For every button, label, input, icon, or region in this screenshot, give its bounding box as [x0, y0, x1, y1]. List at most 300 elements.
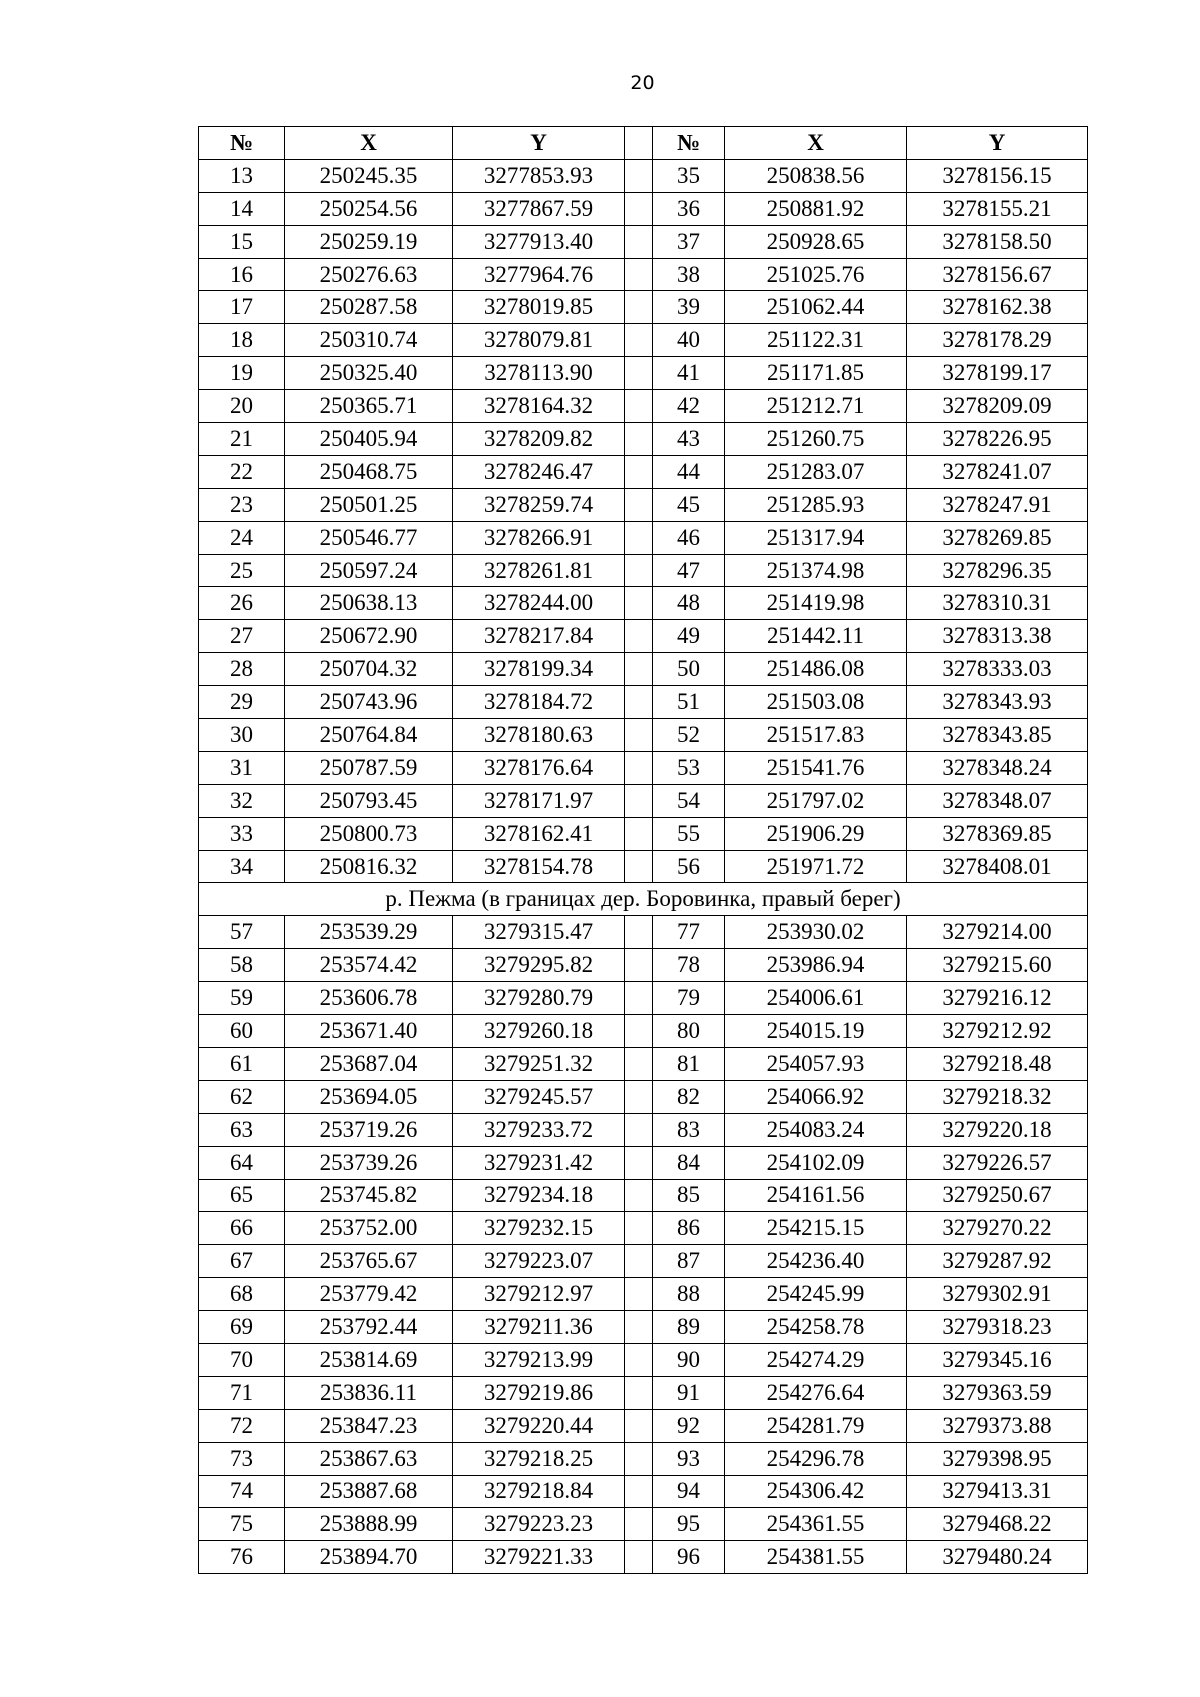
cell-x: 250928.65 [725, 225, 907, 258]
cell-number: 91 [653, 1376, 725, 1409]
cell-y: 3279218.32 [907, 1080, 1088, 1113]
cell-y: 3277964.76 [453, 258, 625, 291]
cell-y: 3278158.50 [907, 225, 1088, 258]
cell-number: 29 [199, 686, 285, 719]
cell-number: 68 [199, 1278, 285, 1311]
cell-number: 80 [653, 1015, 725, 1048]
cell-number: 85 [653, 1179, 725, 1212]
cell-number: 65 [199, 1179, 285, 1212]
cell-x: 254161.56 [725, 1179, 907, 1212]
cell-number: 27 [199, 620, 285, 653]
cell-spacer [625, 817, 653, 850]
cell-y: 3278261.81 [453, 554, 625, 587]
cell-spacer [625, 1409, 653, 1442]
cell-number: 52 [653, 719, 725, 752]
cell-x: 251122.31 [725, 324, 907, 357]
cell-x: 254102.09 [725, 1146, 907, 1179]
cell-y: 3279280.79 [453, 982, 625, 1015]
cell-x: 253867.63 [285, 1442, 453, 1475]
cell-x: 250501.25 [285, 488, 453, 521]
cell-y: 3279413.31 [907, 1475, 1088, 1508]
cell-y: 3279250.67 [907, 1179, 1088, 1212]
cell-y: 3278269.85 [907, 521, 1088, 554]
cell-x: 254361.55 [725, 1508, 907, 1541]
header-number-left: № [199, 127, 285, 160]
cell-number: 61 [199, 1047, 285, 1080]
table-row [199, 159, 1088, 192]
table-row [199, 1409, 1088, 1442]
cell-x: 250838.56 [725, 159, 907, 192]
cell-spacer [625, 324, 653, 357]
cell-y: 3279213.99 [453, 1343, 625, 1376]
cell-x: 251442.11 [725, 620, 907, 653]
cell-spacer [625, 521, 653, 554]
cell-x: 250764.84 [285, 719, 453, 752]
header-number-right: № [653, 127, 725, 160]
cell-spacer [625, 455, 653, 488]
cell-y: 3278310.31 [907, 587, 1088, 620]
cell-x: 253694.05 [285, 1080, 453, 1113]
cell-y: 3278226.95 [907, 423, 1088, 456]
cell-x: 251419.98 [725, 587, 907, 620]
cell-spacer [625, 1442, 653, 1475]
cell-x: 254006.61 [725, 982, 907, 1015]
cell-x: 250405.94 [285, 423, 453, 456]
cell-x: 253687.04 [285, 1047, 453, 1080]
cell-number: 66 [199, 1212, 285, 1245]
cell-x: 253814.69 [285, 1343, 453, 1376]
cell-x: 253745.82 [285, 1179, 453, 1212]
cell-x: 250546.77 [285, 521, 453, 554]
cell-number: 23 [199, 488, 285, 521]
cell-y: 3278343.93 [907, 686, 1088, 719]
cell-y: 3279373.88 [907, 1409, 1088, 1442]
cell-x: 251025.76 [725, 258, 907, 291]
cell-number: 87 [653, 1245, 725, 1278]
cell-spacer [625, 982, 653, 1015]
cell-number: 28 [199, 653, 285, 686]
table-row [199, 784, 1088, 817]
cell-y: 3278348.24 [907, 751, 1088, 784]
cell-x: 254276.64 [725, 1376, 907, 1409]
cell-y: 3278154.78 [453, 850, 625, 883]
cell-number: 59 [199, 982, 285, 1015]
cell-y: 3278241.07 [907, 455, 1088, 488]
cell-x: 250259.19 [285, 225, 453, 258]
cell-number: 74 [199, 1475, 285, 1508]
cell-x: 251374.98 [725, 554, 907, 587]
cell-number: 31 [199, 751, 285, 784]
cell-y: 3278209.82 [453, 423, 625, 456]
cell-y: 3279302.91 [907, 1278, 1088, 1311]
table-row [199, 521, 1088, 554]
cell-y: 3278369.85 [907, 817, 1088, 850]
cell-spacer [625, 1475, 653, 1508]
cell-x: 254236.40 [725, 1245, 907, 1278]
cell-x: 254381.55 [725, 1541, 907, 1574]
table-row [199, 324, 1088, 357]
coordinates-block-2 [199, 916, 1088, 1574]
cell-y: 3278180.63 [453, 719, 625, 752]
cell-x: 251503.08 [725, 686, 907, 719]
cell-spacer [625, 258, 653, 291]
cell-number: 86 [653, 1212, 725, 1245]
cell-number: 63 [199, 1113, 285, 1146]
cell-y: 3279318.23 [907, 1311, 1088, 1344]
cell-number: 53 [653, 751, 725, 784]
cell-spacer [625, 1080, 653, 1113]
cell-y: 3279480.24 [907, 1541, 1088, 1574]
cell-spacer [625, 1015, 653, 1048]
cell-y: 3277913.40 [453, 225, 625, 258]
cell-x: 250881.92 [725, 192, 907, 225]
cell-number: 78 [653, 949, 725, 982]
cell-number: 37 [653, 225, 725, 258]
cell-x: 251517.83 [725, 719, 907, 752]
table-row [199, 916, 1088, 949]
table-row [199, 1245, 1088, 1278]
cell-y: 3279287.92 [907, 1245, 1088, 1278]
cell-x: 250800.73 [285, 817, 453, 850]
cell-x: 250468.75 [285, 455, 453, 488]
cell-y: 3279220.18 [907, 1113, 1088, 1146]
cell-y: 3278162.38 [907, 291, 1088, 324]
cell-spacer [625, 1343, 653, 1376]
cell-number: 55 [653, 817, 725, 850]
cell-y: 3279363.59 [907, 1376, 1088, 1409]
cell-number: 38 [653, 258, 725, 291]
cell-y: 3279218.25 [453, 1442, 625, 1475]
cell-x: 250704.32 [285, 653, 453, 686]
cell-y: 3279218.84 [453, 1475, 625, 1508]
cell-number: 71 [199, 1376, 285, 1409]
table-row [199, 1080, 1088, 1113]
cell-number: 13 [199, 159, 285, 192]
cell-number: 67 [199, 1245, 285, 1278]
cell-y: 3278079.81 [453, 324, 625, 357]
cell-number: 69 [199, 1311, 285, 1344]
cell-number: 72 [199, 1409, 285, 1442]
cell-y: 3278156.67 [907, 258, 1088, 291]
cell-x: 253752.00 [285, 1212, 453, 1245]
table-row [199, 1113, 1088, 1146]
cell-y: 3279232.15 [453, 1212, 625, 1245]
cell-x: 250254.56 [285, 192, 453, 225]
cell-x: 251541.76 [725, 751, 907, 784]
table-row [199, 192, 1088, 225]
cell-y: 3278162.41 [453, 817, 625, 850]
cell-y: 3278176.64 [453, 751, 625, 784]
cell-x: 254258.78 [725, 1311, 907, 1344]
cell-y: 3278246.47 [453, 455, 625, 488]
cell-x: 250325.40 [285, 357, 453, 390]
cell-y: 3278156.15 [907, 159, 1088, 192]
cell-number: 70 [199, 1343, 285, 1376]
cell-number: 73 [199, 1442, 285, 1475]
cell-spacer [625, 916, 653, 949]
cell-x: 253986.94 [725, 949, 907, 982]
cell-y: 3279215.60 [907, 949, 1088, 982]
table-row [199, 488, 1088, 521]
cell-x: 250310.74 [285, 324, 453, 357]
cell-x: 254083.24 [725, 1113, 907, 1146]
table-row [199, 423, 1088, 456]
cell-y: 3279226.57 [907, 1146, 1088, 1179]
table-row [199, 1541, 1088, 1574]
cell-x: 253539.29 [285, 916, 453, 949]
cell-x: 250365.71 [285, 390, 453, 423]
cell-y: 3279219.86 [453, 1376, 625, 1409]
cell-spacer [625, 949, 653, 982]
cell-number: 32 [199, 784, 285, 817]
cell-y: 3279216.12 [907, 982, 1088, 1015]
cell-number: 89 [653, 1311, 725, 1344]
cell-y: 3278296.35 [907, 554, 1088, 587]
cell-x: 251971.72 [725, 850, 907, 883]
cell-x: 250672.90 [285, 620, 453, 653]
table-header-row [199, 127, 1088, 160]
table-row [199, 949, 1088, 982]
cell-number: 47 [653, 554, 725, 587]
cell-spacer [625, 390, 653, 423]
cell-x: 254215.15 [725, 1212, 907, 1245]
cell-number: 14 [199, 192, 285, 225]
table-row [199, 686, 1088, 719]
cell-spacer [625, 159, 653, 192]
cell-spacer [625, 1047, 653, 1080]
cell-spacer [625, 1311, 653, 1344]
table-row [199, 225, 1088, 258]
section-title: р. Пежма (в границах дер. Боровинка, правый берег) [199, 883, 1088, 916]
table-row [199, 1475, 1088, 1508]
cell-x: 250793.45 [285, 784, 453, 817]
cell-number: 34 [199, 850, 285, 883]
cell-number: 50 [653, 653, 725, 686]
cell-spacer [625, 357, 653, 390]
cell-x: 251797.02 [725, 784, 907, 817]
table-row [199, 554, 1088, 587]
cell-x: 253719.26 [285, 1113, 453, 1146]
table-row [199, 587, 1088, 620]
cell-number: 19 [199, 357, 285, 390]
cell-y: 3279245.57 [453, 1080, 625, 1113]
table-row [199, 1179, 1088, 1212]
table-row [199, 1311, 1088, 1344]
cell-y: 3279231.42 [453, 1146, 625, 1179]
cell-x: 251285.93 [725, 488, 907, 521]
cell-spacer [625, 1541, 653, 1574]
cell-x: 253930.02 [725, 916, 907, 949]
cell-y: 3279270.22 [907, 1212, 1088, 1245]
cell-spacer [625, 192, 653, 225]
cell-number: 45 [653, 488, 725, 521]
cell-number: 94 [653, 1475, 725, 1508]
cell-y: 3278259.74 [453, 488, 625, 521]
cell-number: 36 [653, 192, 725, 225]
cell-number: 17 [199, 291, 285, 324]
cell-spacer [625, 850, 653, 883]
cell-spacer [625, 1146, 653, 1179]
cell-spacer [625, 423, 653, 456]
cell-y: 3279212.92 [907, 1015, 1088, 1048]
cell-y: 3278217.84 [453, 620, 625, 653]
cell-number: 51 [653, 686, 725, 719]
cell-y: 3278199.34 [453, 653, 625, 686]
header-spacer [625, 127, 653, 160]
table-row [199, 653, 1088, 686]
table-row [199, 1376, 1088, 1409]
cell-y: 3278184.72 [453, 686, 625, 719]
cell-y: 3279315.47 [453, 916, 625, 949]
cell-number: 93 [653, 1442, 725, 1475]
cell-y: 3277867.59 [453, 192, 625, 225]
cell-number: 39 [653, 291, 725, 324]
cell-y: 3278348.07 [907, 784, 1088, 817]
coordinates-table [198, 126, 1088, 1574]
cell-number: 84 [653, 1146, 725, 1179]
cell-y: 3278155.21 [907, 192, 1088, 225]
cell-y: 3279223.07 [453, 1245, 625, 1278]
cell-number: 43 [653, 423, 725, 456]
cell-y: 3278171.97 [453, 784, 625, 817]
cell-number: 79 [653, 982, 725, 1015]
cell-x: 254306.42 [725, 1475, 907, 1508]
cell-number: 20 [199, 390, 285, 423]
section-divider [199, 883, 1088, 916]
cell-number: 33 [199, 817, 285, 850]
cell-number: 57 [199, 916, 285, 949]
cell-spacer [625, 225, 653, 258]
cell-number: 24 [199, 521, 285, 554]
cell-x: 250638.13 [285, 587, 453, 620]
cell-y: 3279345.16 [907, 1343, 1088, 1376]
cell-number: 58 [199, 949, 285, 982]
cell-number: 48 [653, 587, 725, 620]
cell-x: 250743.96 [285, 686, 453, 719]
cell-x: 250816.32 [285, 850, 453, 883]
table-row [199, 357, 1088, 390]
cell-x: 254245.99 [725, 1278, 907, 1311]
cell-spacer [625, 554, 653, 587]
cell-x: 251486.08 [725, 653, 907, 686]
cell-spacer [625, 686, 653, 719]
cell-spacer [625, 784, 653, 817]
cell-y: 3279233.72 [453, 1113, 625, 1146]
cell-y: 3278266.91 [453, 521, 625, 554]
cell-x: 251062.44 [725, 291, 907, 324]
cell-number: 41 [653, 357, 725, 390]
cell-number: 88 [653, 1278, 725, 1311]
cell-x: 251171.85 [725, 357, 907, 390]
cell-number: 21 [199, 423, 285, 456]
cell-y: 3278408.01 [907, 850, 1088, 883]
cell-y: 3279218.48 [907, 1047, 1088, 1080]
cell-x: 251212.71 [725, 390, 907, 423]
cell-y: 3279211.36 [453, 1311, 625, 1344]
cell-number: 64 [199, 1146, 285, 1179]
cell-y: 3279468.22 [907, 1508, 1088, 1541]
cell-number: 18 [199, 324, 285, 357]
table-row [199, 751, 1088, 784]
table-row [199, 1047, 1088, 1080]
cell-spacer [625, 1278, 653, 1311]
cell-x: 251260.75 [725, 423, 907, 456]
cell-number: 15 [199, 225, 285, 258]
cell-number: 35 [653, 159, 725, 192]
header-x-left: X [285, 127, 453, 160]
cell-y: 3279251.32 [453, 1047, 625, 1080]
cell-y: 3278244.00 [453, 587, 625, 620]
cell-x: 250597.24 [285, 554, 453, 587]
cell-number: 81 [653, 1047, 725, 1080]
cell-x: 253792.44 [285, 1311, 453, 1344]
cell-x: 253888.99 [285, 1508, 453, 1541]
table-row [199, 850, 1088, 883]
cell-number: 83 [653, 1113, 725, 1146]
cell-x: 254015.19 [725, 1015, 907, 1048]
cell-x: 254296.78 [725, 1442, 907, 1475]
cell-spacer [625, 587, 653, 620]
cell-y: 3279260.18 [453, 1015, 625, 1048]
cell-number: 44 [653, 455, 725, 488]
cell-x: 253887.68 [285, 1475, 453, 1508]
cell-x: 254066.92 [725, 1080, 907, 1113]
table-row [199, 258, 1088, 291]
cell-x: 251906.29 [725, 817, 907, 850]
table-row [199, 1442, 1088, 1475]
cell-y: 3279295.82 [453, 949, 625, 982]
cell-x: 253739.26 [285, 1146, 453, 1179]
table-row [199, 455, 1088, 488]
table-row [199, 1146, 1088, 1179]
cell-x: 253765.67 [285, 1245, 453, 1278]
cell-x: 253606.78 [285, 982, 453, 1015]
cell-y: 3277853.93 [453, 159, 625, 192]
cell-number: 42 [653, 390, 725, 423]
header-y-right: Y [907, 127, 1088, 160]
cell-y: 3279223.23 [453, 1508, 625, 1541]
cell-x: 251283.07 [725, 455, 907, 488]
cell-number: 95 [653, 1508, 725, 1541]
cell-spacer [625, 1179, 653, 1212]
cell-y: 3279398.95 [907, 1442, 1088, 1475]
cell-number: 22 [199, 455, 285, 488]
page-number: 20 [630, 72, 655, 94]
cell-spacer [625, 653, 653, 686]
cell-y: 3279221.33 [453, 1541, 625, 1574]
cell-x: 250787.59 [285, 751, 453, 784]
cell-y: 3278113.90 [453, 357, 625, 390]
cell-y: 3278209.09 [907, 390, 1088, 423]
coordinates-block-1 [199, 159, 1088, 883]
cell-spacer [625, 1245, 653, 1278]
cell-number: 82 [653, 1080, 725, 1113]
table-row [199, 1212, 1088, 1245]
cell-spacer [625, 488, 653, 521]
table-row [199, 1015, 1088, 1048]
cell-number: 75 [199, 1508, 285, 1541]
cell-number: 46 [653, 521, 725, 554]
cell-y: 3279220.44 [453, 1409, 625, 1442]
header-y-left: Y [453, 127, 625, 160]
cell-y: 3279214.00 [907, 916, 1088, 949]
cell-x: 253894.70 [285, 1541, 453, 1574]
cell-x: 253779.42 [285, 1278, 453, 1311]
table-row [199, 390, 1088, 423]
cell-x: 254274.29 [725, 1343, 907, 1376]
cell-y: 3278313.38 [907, 620, 1088, 653]
cell-y: 3278199.17 [907, 357, 1088, 390]
